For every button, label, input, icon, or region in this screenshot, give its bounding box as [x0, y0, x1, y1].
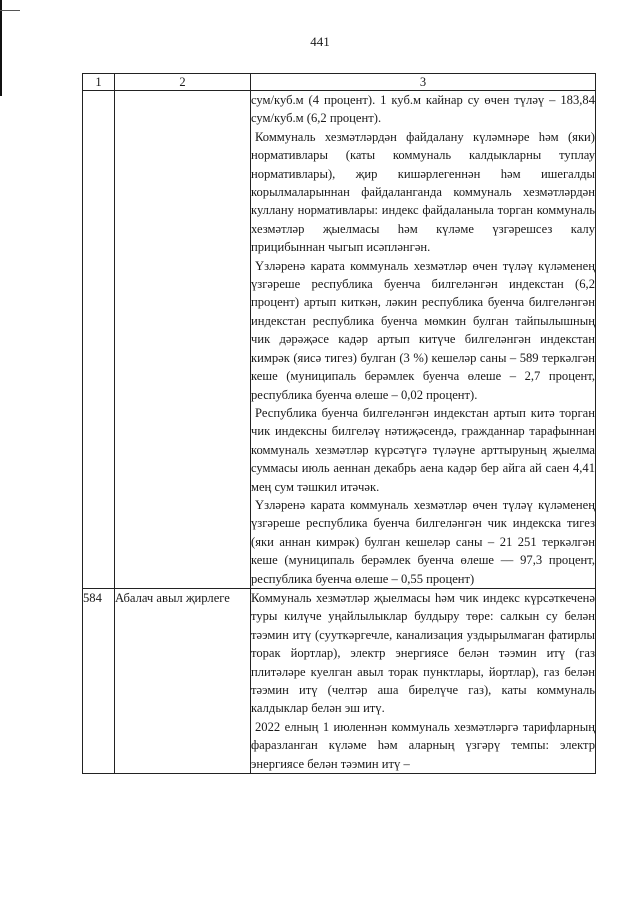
table-row: [83, 588, 596, 773]
paragraph: 2022 елның 1 июленнән коммуналь хезмәтләргә тарифларның фаразланган күләме һәм аларның үзгәрү темпы: электр энергиясе белән тәэмин итү –: [251, 719, 595, 771]
header-col-1: 1: [83, 74, 115, 91]
page-number: 441: [310, 34, 330, 49]
row-text: [251, 588, 596, 773]
row-number: [83, 91, 115, 589]
document-table: [82, 73, 596, 774]
settlement-name: [115, 91, 251, 589]
settlement-name: Абалач авыл җирлеге: [115, 588, 251, 773]
row-text: [251, 91, 596, 589]
row-number: 584: [83, 588, 115, 773]
paragraph: Коммуналь хезмәтләр җыелмасы һәм чик индекс күрсәткеченә туры килүче уңайлылыклар булдыру төре: салкын су белән тәэмин итү (сууткәргечле, канализация уздырылмаган фатирлы торак йортлар), электр энергиясе белән тәэмин итү (газ плитәләре куелган авыл торак пунктлары, йортлар), газ белән тәэмин итү (челтәр аша бирелүче газ), каты коммуналь калдыклар белән эш итү.: [251, 590, 595, 716]
header-col-3: 3: [251, 74, 596, 91]
paragraph: Коммуналь хезмәтләрдән файдалану күләмнәре һәм (яки) нормативлары (каты коммуналь калдыкларны туплау нормативлары), җир кишәрлегеннән һәм ишегалды корылмаларыннан файдаланганда коммуналь хезмәтләрдән куллану нормативлары: индекс файдаланыла торган коммуналь хезмәтләр җыелмасы һәм күләме үзгәрешсез калу прицибыннан чыгып исәпләнгән.: [251, 129, 595, 255]
paragraph: сум/куб.м (4 процент). 1 куб.м кайнар су өчен түләү – 183,84 сум/куб.м (6,2 процент).: [251, 93, 595, 126]
scan-edge-tick: [0, 10, 20, 11]
paragraph: Үзләренә карата коммуналь хезмәтләр өчен түләү күләменең үзгәреше республика буенча билгеләнгән чик индекска тигез (яки аннан кимрәк) булган кешеләр саны – 21 251 теркәлгән кеше (муниципаль берәмлек буенча өлеше –– 97,3 процент, республика буенча өлеше – 0,55 процент): [251, 497, 595, 586]
header-col-2: 2: [115, 74, 251, 91]
paragraph: Үзләренә карата коммуналь хезмәтләр өчен түләү күләменең үзгәреше республика буенча билгеләнгән индекстан (6,2 процент) артып киткән, ләкин республика буенча билгеләнгән индекстан республика буенча мөмкин булган тайпылышның чик дәрәҗәсе кадәр артып китүче билгеләнгән индекстан кимрәк (яисә тигез) булган (3 %) кешеләр саны – 589 теркәлгән кеше (муниципаль берәмлек буенча өлеше – 2,7 процент, республика буенча өлеше – 0,02 процент).: [251, 258, 595, 402]
table-header-row: [83, 74, 596, 91]
paragraph: Республика буенча билгеләнгән индекстан артып китә торган чик индексны билгеләү нәтиҗәсендә, гражданнар тарафыннан коммуналь хезмәтләр күрсәтүгә түләүне арттыруның җыелма суммасы июль аеннан декабрь аена кадәр бер айга ай саен 4,41 мең сум тәшкил итәчәк.: [251, 405, 595, 494]
table-row: [83, 91, 596, 589]
